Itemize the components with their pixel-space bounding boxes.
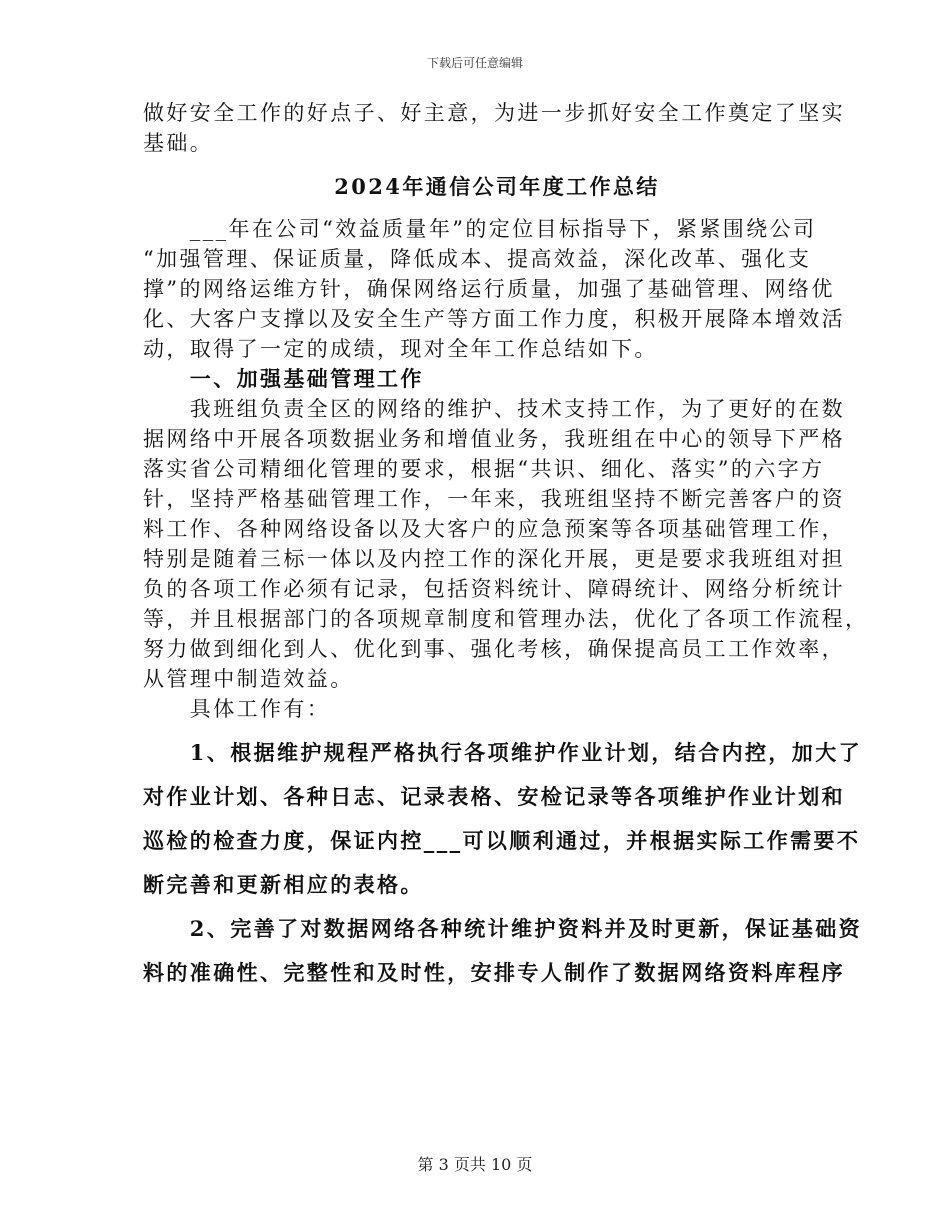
paragraph-line: 从管理中制造效益。 <box>143 667 354 691</box>
paragraph-line: 料工作、各种网络设备以及大客户的应急预案等各项基础管理工作， <box>143 517 845 541</box>
paragraph-line: 等，并且根据部门的各项规章制度和管理办法，优化了各项工作流程， <box>143 607 869 631</box>
paragraph-line: 巡检的检查力度，保证内控___可以顺利通过，并根据实际工作需要不 <box>143 828 861 853</box>
paragraph-line: 具体工作有： <box>143 697 331 721</box>
document-title: 2024年通信公司年度工作总结 <box>334 174 660 199</box>
paragraph-line: 做好安全工作的好点子、好主意，为进一步抓好安全工作奠定了坚实 <box>143 101 845 125</box>
page-footer: 第 3 页共 10 页 <box>417 1155 533 1174</box>
paragraph-line: 针，坚持严格基础管理工作，一年来，我班组坚持不断完善客户的资 <box>143 487 845 511</box>
paragraph-line: 负的各项工作必须有记录，包括资料统计、障碍统计、网络分析统计 <box>143 577 845 601</box>
paragraph-line: 努力做到细化到人、优化到事、强化考核，确保提高员工工作效率， <box>143 637 845 661</box>
document-body <box>143 98 869 988</box>
paragraph-line: 对作业计划、各种日志、记录表格、安检记录等各项维护作业计划和 <box>143 784 845 809</box>
paragraph-line: “加强管理、保证质量，降低成本、提高效益，深化改革、强化支 <box>143 247 812 271</box>
paragraph-line: 特别是随着三标一体以及内控工作的深化开展，更是要求我班组对担 <box>143 547 845 571</box>
paragraph-line: 料的准确性、完整性和及时性，安排专人制作了数据网络资料库程序 <box>143 960 845 985</box>
paragraph-line: 2、完善了对数据网络各种统计维护资料并及时更新，保证基础资 <box>143 916 863 941</box>
section-heading: 一、加强基础管理工作 <box>143 366 424 391</box>
paragraph-line: 化、大客户支撑以及安全生产等方面工作力度，积极开展降本增效活 <box>143 307 845 331</box>
paragraph-line: 落实省公司精细化管理的要求，根据“共识、细化、落实”的六字方 <box>143 457 825 481</box>
paragraph-line: 动，取得了一定的成绩，现对全年工作总结如下。 <box>143 337 658 361</box>
paragraph-line: 我班组负责全区的网络的维护、技术支持工作，为了更好的在数 <box>143 397 845 421</box>
paragraph-line: 据网络中开展各项数据业务和增值业务，我班组在中心的领导下严格 <box>143 427 845 451</box>
paragraph-line: 基础。 <box>143 131 214 155</box>
paragraph-line: 断完善和更新相应的表格。 <box>143 872 424 897</box>
paragraph-line: ___年在公司“效益质量年”的定位目标指导下，紧紧围绕公司 <box>143 217 817 241</box>
page-header: 下载后可任意编辑 <box>426 56 523 70</box>
paragraph-line: 撑”的网络运维方针，确保网络运行质量，加强了基础管理、网络优 <box>143 277 835 301</box>
paragraph-line: 1、根据维护规程严格执行各项维护作业计划，结合内控，加大了 <box>143 740 863 765</box>
